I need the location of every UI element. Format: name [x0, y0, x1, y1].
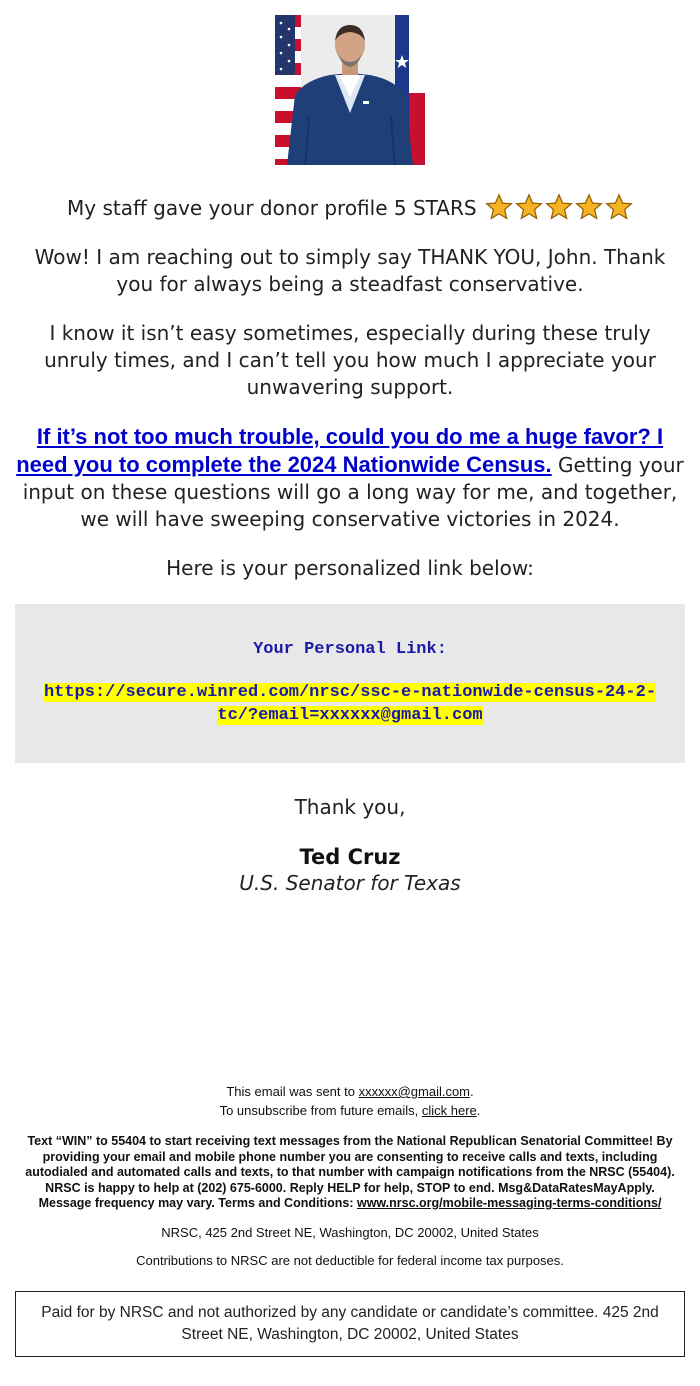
mailing-address: NRSC, 425 2nd Street NE, Washington, DC 20002, United States	[161, 1224, 539, 1240]
census-request-text: Getting your input on these questions will go a long way for me, and together, we will have sweeping conservative victories in 2024.	[22, 453, 684, 531]
unsubscribe-link[interactable]: click here	[421, 1103, 477, 1118]
thanks-paragraph: Wow! I am reaching out to simply say THANK YOU, John. Thank you for always being a steadfast conservative.	[34, 245, 666, 296]
footer	[0, 1082, 700, 1268]
stars-text: My staff gave your donor profile 5 STARS	[67, 196, 477, 220]
unsubscribe-prefix: To unsubscribe from future emails,	[219, 1103, 422, 1118]
personal-link-wrap	[15, 681, 685, 727]
census-cta-link[interactable]: If it’s not too much trouble, could you do me a huge favor? I need you to complete the 2024 Nationwide Census.	[16, 424, 664, 477]
personal-link-url[interactable]: https://secure.winred.com/nrsc/ssc-e-nationwide-census-24-2-tc/?email=xxxxxx@gmail.com	[43, 683, 657, 725]
stars-line	[15, 193, 685, 222]
sent-prefix: This email was sent to	[226, 1084, 359, 1099]
recipient-email-link[interactable]: xxxxxx@gmail.com	[358, 1084, 471, 1099]
signer-title: U.S. Senator for Texas	[239, 871, 461, 895]
recipient-notice	[0, 1082, 700, 1120]
tax-disclaimer: Contributions to NRSC are not deductible for federal income tax purposes.	[136, 1252, 564, 1268]
signoff	[0, 795, 700, 895]
sms-disclaimer	[20, 1134, 680, 1212]
star-icon	[575, 193, 603, 221]
terms-link[interactable]: www.nrsc.org/mobile-messaging-terms-conditions/	[356, 1196, 662, 1210]
thank-you-text: Thank you,	[294, 795, 406, 819]
portrait-photo	[275, 15, 425, 165]
personal-link-box	[15, 604, 685, 763]
star-rating	[483, 196, 633, 220]
star-icon	[605, 193, 633, 221]
appreciation-paragraph: I know it isn’t easy sometimes, especially during these truly unruly times, and I can’t tell you how much I appreciate your unwavering support.	[44, 321, 656, 399]
star-icon	[485, 193, 513, 221]
signer-name: Ted Cruz	[299, 845, 401, 869]
unsubscribe-suffix: .	[476, 1103, 481, 1118]
personal-link-label: Your Personal Link:	[253, 640, 447, 659]
sms-text: Text “WIN” to 55404 to start receiving text messages from the National Republican Senatorial Committee! By providing your email and mobile phone number you are consenting to receive calls and texts, including autodialed and automated calls and texts, to that number with campaign notifications from the NRSC (55404). NRSC is happy to help at (202) 675-6000. Reply HELP for help, STOP to end. Msg&DataRatesMayApply. Message frequency may vary. Terms and Conditions:	[25, 1134, 675, 1210]
sent-suffix: .	[470, 1084, 474, 1099]
paid-for-notice: Paid for by NRSC and not authorized by any candidate or candidate’s committee. 425 2nd Street NE, Washington, DC 20002, United States	[15, 1291, 685, 1357]
star-icon	[515, 193, 543, 221]
star-icon	[545, 193, 573, 221]
header	[0, 0, 700, 165]
census-request-paragraph	[15, 423, 685, 533]
message-body	[0, 193, 700, 582]
link-intro-text: Here is your personalized link below:	[166, 556, 534, 580]
